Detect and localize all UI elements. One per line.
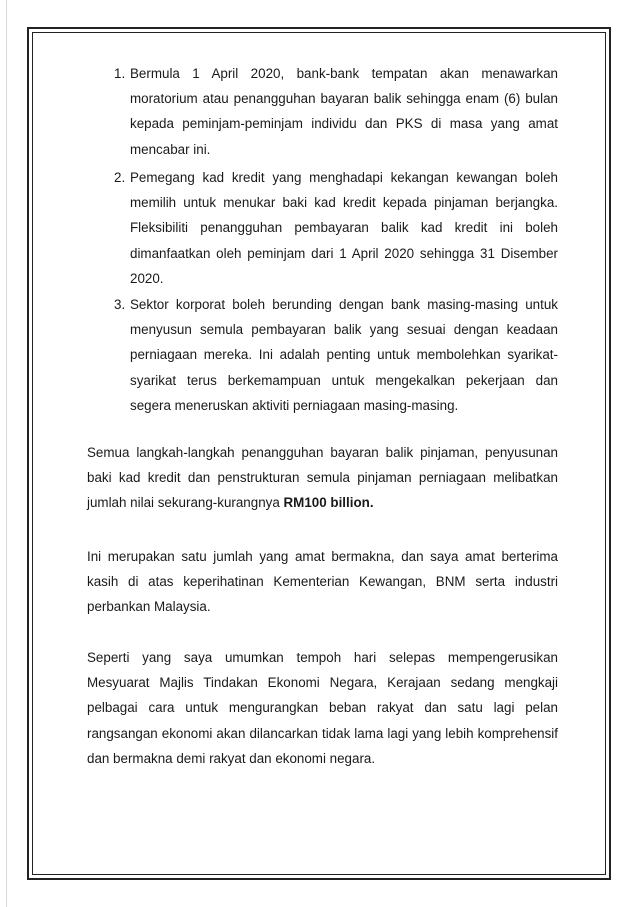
paragraph-text: Seperti yang saya umumkan tempoh hari selepas mempengerusikan Mesyuarat Majlis Tindakan Ekonomi Negara, Kerajaan sedang mengkaji pelbagai cara untuk mengurangkan beban rakyat dan satu lagi pelan rangsangan ekonomi akan dilancarkan tidak lama lagi yang lebih komprehensif dan bermakna demi rakyat dan ekonomi negara.	[87, 650, 558, 766]
paragraph-total-value	[87, 440, 558, 516]
paragraph-stimulus	[87, 645, 558, 771]
paragraph-thanks	[87, 544, 558, 620]
total-amount: RM100 billion.	[283, 495, 374, 511]
paragraph-text: Ini merupakan satu jumlah yang amat bermakna, dan saya amat berterima kasih di atas keperihatinan Kementerian Kewangan, BNM serta industri perbankan Malaysia.	[87, 549, 558, 615]
numbered-item-1	[114, 61, 558, 162]
paragraph-text: Semua langkah-langkah penangguhan bayaran balik pinjaman, penyusunan baki kad kredit dan penstrukturan semula pinjaman perniagaan melibatkan jumlah nilai sekurang-kurangnya	[87, 445, 558, 511]
item-text: Sektor korporat boleh berunding dengan bank masing-masing untuk menyusun semula pembayaran balik yang sesuai dengan keadaan perniagaan mereka. Ini adalah penting untuk membolehkan syarikat-syarikat terus berkemampuan untuk mengekalkan pekerjaan dan segera meneruskan aktiviti perniagaan masing-masing.	[130, 297, 558, 413]
item-number: 3.	[114, 297, 126, 312]
item-text: Bermula 1 April 2020, bank-bank tempatan akan menawarkan moratorium atau penangguhan bayaran balik sehingga enam (6) bulan kepada peminjam-peminjam individu dan PKS di masa yang amat mencabar ini.	[130, 66, 558, 157]
numbered-item-3	[114, 292, 558, 418]
numbered-item-2	[114, 165, 558, 291]
item-text: Pemegang kad kredit yang menghadapi kekangan kewangan boleh memilih untuk menukar baki kad kredit kepada pinjaman berjangka. Fleksibiliti penangguhan pembayaran balik kad kredit ini boleh dimanfaatkan oleh peminjam dari 1 April 2020 sehingga 31 Disember 2020.	[130, 170, 558, 286]
item-number: 2.	[114, 170, 126, 185]
item-number: 1.	[114, 66, 126, 81]
scan-edge-line	[6, 0, 7, 907]
